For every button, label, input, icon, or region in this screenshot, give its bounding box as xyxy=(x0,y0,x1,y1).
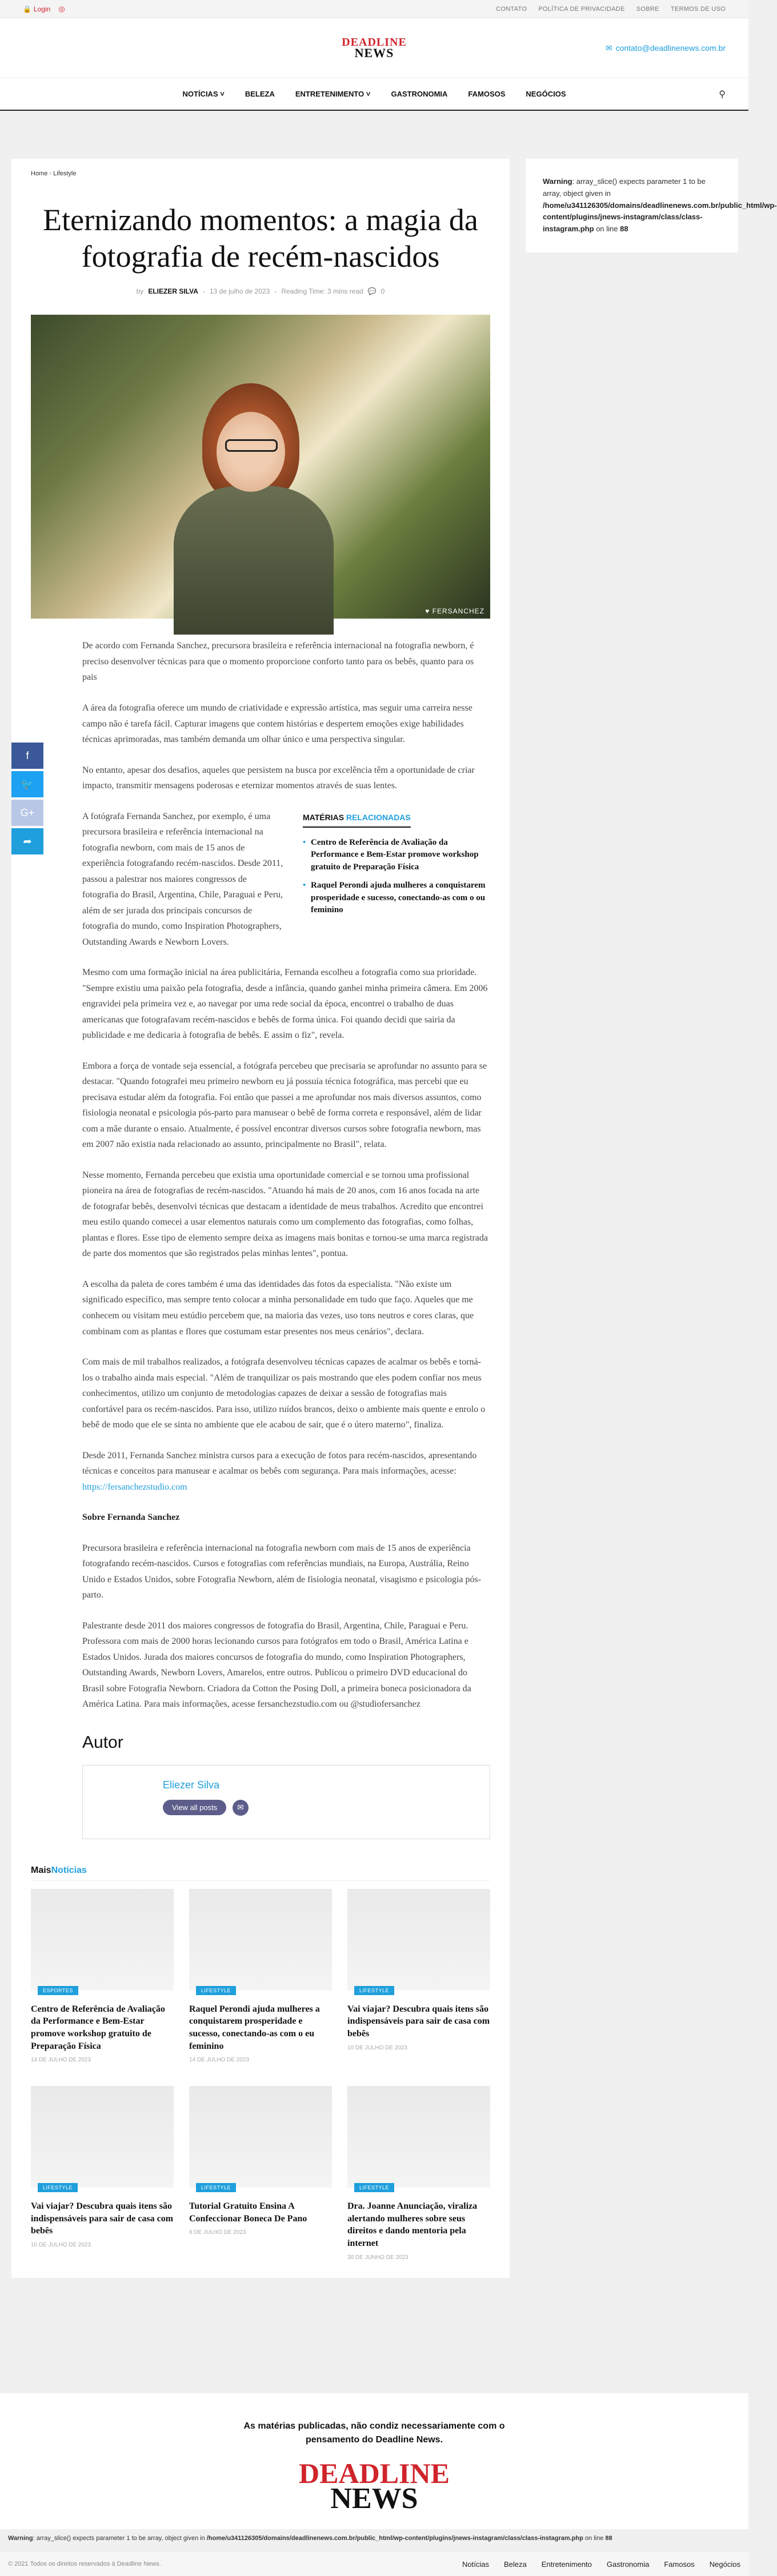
article-paragraph: No entanto, apesar dos desafios, aqueles que persistem na busca por excelência têm a oportunidade de criar impacto, transmitir mensagens poderosas e eternizar momentos através de suas lentes. xyxy=(82,765,475,791)
more-news-grid xyxy=(31,1889,490,2261)
breadcrumb: Home › Lifestyle xyxy=(31,170,77,177)
main-nav xyxy=(0,78,748,111)
article-body xyxy=(82,638,490,1712)
news-card[interactable] xyxy=(347,1889,490,2063)
topbar-link-termos[interactable]: TERMOS DE USO xyxy=(670,5,726,13)
article-paragraph: A escolha da paleta de cores também é uma das identidades das fotos da especialista. "Não existe um significado específico, mas sempre tento colocar a minha personalidade em tudo que faço. Aqueles que me conhecem ou visitam meu estúdio percebem que, na maioria das vezes, uso tons neutros e cores claras, que combinam com as plantas e flores que costumam estar presentes nos meus cenários", declara. xyxy=(82,1279,474,1337)
author-box xyxy=(82,1765,490,1839)
article-paragraph: A área da fotografia oferece um mundo de criatividade e expressão artística, mas seguir uma carreira nesse campo não é tarefa fácil. Capturar imagens que contem histórias e despertem emoções exige habilidades técnicas aprimoradas, mas também demanda um olhar único e uma perspectiva singular. xyxy=(82,703,472,745)
image-credit: ♥ FERSANCHEZ xyxy=(425,607,484,616)
breadcrumb-lifestyle[interactable]: Lifestyle xyxy=(53,170,77,177)
page-title: Eternizando momentos: a magia da fotografia de recém-nascidos xyxy=(43,203,478,274)
card-title[interactable]: Centro de Referência de Avaliação da Performance e Bem-Estar promove workshop gratuito de Preparação Física xyxy=(31,2004,165,2051)
nav-item-negocios[interactable]: NEGÓCIOS xyxy=(526,90,566,98)
share-icon[interactable]: ➦ xyxy=(11,828,43,854)
news-card[interactable] xyxy=(347,2086,490,2260)
card-date: 10 DE JULHO DE 2023 xyxy=(31,2241,91,2248)
card-thumbnail[interactable] xyxy=(189,2086,332,2191)
article-paragraph: Com mais de mil trabalhos realizados, a fotógrafa desenvolveu técnicas capazes de acalmar os bebês e torná-los o trabalho ainda mais especial. "Além de tranquilizar os pais mostrando que eles podem confiar nos meus conhecimentos, utilizo um conjunto de metodologias capazes de deixar a sessão de fotografias mais confortável para os recém-nascidos. Para isso, utilizo ruídos brancos, deixo o ambiente mais quente e enrolo o bebê de modo que ele se sinta no ambiente que ele acabou de sair, que é o útero materno", finaliza. xyxy=(82,1357,486,1430)
card-title[interactable]: Raquel Perondi ajuda mulheres a conquistarem prosperidade e sucesso, conectando-as com o eu feminino xyxy=(189,2004,320,2051)
site-header xyxy=(0,18,748,78)
bottom-bar xyxy=(0,2552,748,2576)
article-paragraph: A fotógrafa Fernanda Sanchez, por exemplo, é uma precursora brasileira e referência internacional na fotografia newborn, com mais de 15 anos de experiência fotografando recém-nascidos. Desde 2011, passou a palestrar nos maiores congressos de fotografia do Brasil, Argentina, Chile, Paraguai e Peru, além de ser jurada dos principais concursos de fotografia do mundo, como Inspiration Photographers, Outstanding Awards e Newborn Lovers. xyxy=(82,811,283,947)
chevron-down-icon: ˅ xyxy=(366,90,371,98)
card-title[interactable]: Vai viajar? Descubra quais itens são indispensáveis para sair de casa com bebês xyxy=(347,2004,490,2039)
footer-link[interactable]: Famosos xyxy=(664,2559,695,2569)
card-date: 14 DE JULHO DE 2023 xyxy=(189,2057,250,2064)
facebook-icon[interactable]: f xyxy=(11,743,43,769)
envelope-icon: ✉ xyxy=(605,43,612,53)
topbar-link-contato[interactable]: CONTATO xyxy=(496,5,527,13)
instagram-icon[interactable]: ◎ xyxy=(58,4,65,13)
about-paragraph: Palestrante desde 2011 dos maiores congressos de fotografia do Brasil, Argentina, Chile, Paraguai e Peru. Professora com mais de 2000 horas lecionando cursos para fotógrafos em todo o Brasil, América Latina e Estados Unidos. Jurada dos maiores concursos de fotografia do mundo, como Inspiration Photographers, Outstanding Awards, Newborn Lovers, Amarelos, entre outros. Publicou o primeiro DVD educacional do Brasil sobre Fotografia Newborn. Criadora da Cotton the Posing Doll, a primeira boneca posicionadora da América Latina. Para mais informações, acesse fersanchezstudio.com ou @studiofersanchez xyxy=(82,1620,471,1710)
reading-time: Reading Time: 3 mins read xyxy=(281,287,363,296)
nav-item-entretenimento[interactable]: ENTRETENIMENTO ˅ xyxy=(295,90,371,98)
footer-link[interactable]: Negócios xyxy=(709,2559,740,2569)
breadcrumb-home[interactable]: Home xyxy=(31,170,48,177)
lock-icon: 🔒 xyxy=(23,5,31,13)
card-date: 30 DE JUNHO DE 2023 xyxy=(347,2254,408,2261)
article-paragraph: Embora a força de vontade seja essencial, a fotógrafa percebeu que precisaria se aprofundar no assunto para se destacar. "Quando fotografei meu primeiro newborn eu já possuía técnica fotográfica, mas percebi que eu precisava estudar além da fotografia. Foi então que passei a me aprofundar nos mais diversos assuntos, como fisiologia neonatal e psicologia pós-parto para manusear o bebê de forma correta e responsável, além de lidar com a mãe durante o ensaio. Atualmente, é possível encontrar diversos cursos sobre fotografia newborn, mas em 2007 não existia nada relacionado ao assunto, principalmente no Brasil", relata. xyxy=(82,1061,487,1150)
top-bar xyxy=(0,0,748,18)
footer-link[interactable]: Notícias xyxy=(462,2559,489,2569)
footer-link[interactable]: Entretenimento xyxy=(541,2559,592,2569)
card-thumbnail[interactable] xyxy=(347,2086,490,2191)
topbar-link-privacidade[interactable]: POLÍTICA DE PRIVACIDADE xyxy=(538,5,625,13)
category-badge: LIFESTYLE xyxy=(196,1986,236,1995)
card-thumbnail[interactable] xyxy=(189,1889,332,1991)
card-thumbnail[interactable] xyxy=(31,1889,174,1991)
news-card[interactable] xyxy=(31,2086,174,2260)
news-card[interactable] xyxy=(189,1889,332,2063)
share-bar xyxy=(11,743,43,857)
related-articles xyxy=(303,809,490,923)
article-paragraph: Nesse momento, Fernanda percebeu que existia uma oportunidade comercial e se tornou uma profissional pioneira na área de fotografias de recém-nascidos. "Atuando há mais de 20 anos, com 16 anos focada na arte de fotografar bebês, desenvolvi técnicas que destacam a identidade de meus trabalhos. Acredito que encontrei meu estilo quando comecei a usar elementos naturais como um complemento das fotografias, como folhas, plantas e flores. Esse tipo de elemento sempre deixa as imagens mais bonitas e tornou-se uma marca registrada de parte dos momentos que são registrados pelas minhas lentes", pontua. xyxy=(82,1170,488,1259)
footer-link[interactable]: Beleza xyxy=(503,2559,527,2569)
category-badge: LIFESTYLE xyxy=(354,2183,394,2192)
hero-image xyxy=(31,315,490,619)
author-heading: Autor xyxy=(82,1732,123,1752)
search-icon[interactable]: ⚲ xyxy=(719,89,726,99)
card-date: 10 DE JULHO DE 2023 xyxy=(347,2044,408,2051)
card-thumbnail[interactable] xyxy=(347,1889,490,1991)
copyright: © 2021 Todos os direitos reservados à Deadline News. xyxy=(8,2561,161,2567)
author-link[interactable]: ELIEZER SILVA xyxy=(148,287,198,296)
card-title[interactable]: Dra. Joanne Anunciação, viraliza alertando mulheres sobre seus direitos e dando mentoria pela internet xyxy=(347,2201,478,2248)
footer-logo[interactable]: DEADLINE NEWS xyxy=(299,2457,450,2515)
contact-email-link[interactable]: ✉ contato@deadlinenews.com.br xyxy=(605,43,726,53)
twitter-icon[interactable]: 🐦 xyxy=(11,771,43,797)
site-logo[interactable]: DEADLINE NEWS xyxy=(342,36,407,61)
view-all-posts-button[interactable]: View all posts xyxy=(163,1800,226,1815)
related-item[interactable]: • Raquel Perondi ajuda mulheres a conquistarem prosperidade e sucesso, conectando-as com o ou feminino xyxy=(303,880,490,917)
publish-date: 13 de julho de 2023 xyxy=(209,287,270,296)
related-title: MATÉRIAS RELACIONADAS xyxy=(303,810,411,828)
google-plus-icon[interactable]: G+ xyxy=(11,800,43,826)
article-container xyxy=(11,159,510,2278)
comment-icon[interactable]: 💬 xyxy=(367,287,377,296)
news-card[interactable] xyxy=(31,1889,174,2063)
card-date: 6 DE JULHO DE 2023 xyxy=(189,2229,246,2236)
news-card[interactable] xyxy=(189,2086,332,2260)
nav-item-noticias[interactable]: NOTÍCIAS ˅ xyxy=(182,90,225,98)
category-badge: ESPORTES xyxy=(38,1986,78,1995)
comment-count[interactable]: 0 xyxy=(381,287,385,296)
article-paragraph: Mesmo com uma formação inicial na área publicitária, Fernanda escolheu a fotografia como sua prioridade. "Sempre existiu uma paixão pela fotografia, desde a infância, quando ganhei minha primeira câmera. Em 2006 engravidei pela primeira vez e, ao navegar por uma rede social da época, encontrei o trabalho de duas americanas que fotografavam recém-nascidos e bebês de forma única. Foi quando decidi que sairia da publicidade e me dedicaria à fotografia de bebês. E assim o fiz", revela. xyxy=(82,968,488,1041)
related-item[interactable]: • Centro de Referência de Avaliação da Performance e Bem-Estar promove workshop gratuito de Preparação Física xyxy=(303,837,490,874)
nav-item-beleza[interactable]: BELEZA xyxy=(245,90,275,98)
article-paragraph: Desde 2011, Fernanda Sanchez ministra cursos para a execução de fotos para recém-nascidos, apresentando técnicas e conceitos para manusear e acalmar os bebês com segurança. Para mais informações, acesse: https://fersanchezstudio.com xyxy=(82,1450,477,1492)
category-badge: LIFESTYLE xyxy=(38,2183,78,2192)
category-badge: LIFESTYLE xyxy=(196,2183,236,2192)
sidebar-widget: Warning: array_slice() expects parameter 1 to be array, object given in /home/u341126305/domains/deadlinenews.com.br/public_html/wp-content/plugins/jnews-instagram/class/class-instagram.php on line 88 xyxy=(526,159,738,252)
footer-disclaimer: As matérias publicadas, não condiz necessariamente com o pensamento do Deadline News. xyxy=(243,2421,505,2445)
author-name-link[interactable]: Eliezer Silva xyxy=(163,1779,220,1791)
about-paragraph: Precursora brasileira e referência internacional na fotografia newborn com mais de 15 anos de experiência fotografando recém-nascidos. Cursos e fotografias com referências mundiais, na Europa, Austrália, Reino Unido e Estados Unidos, sobre Fotografia Newborn, além de fisiologia neonatal, visagismo e psicologia pós-parto. xyxy=(82,1543,482,1600)
login-link[interactable]: 🔒 Login xyxy=(23,5,51,13)
php-warning: Warning: array_slice() expects parameter 1 to be array, object given in /home/u341126305/domains/deadlinenews.com.br/public_html/wp-content/plugins/jnews-instagram/class/class-instagram.php on line 88 xyxy=(0,2529,748,2552)
studio-link[interactable]: https://fersanchezstudio.com xyxy=(82,1482,187,1492)
footer-link[interactable]: Gastronomia xyxy=(606,2559,650,2569)
email-icon[interactable]: ✉ xyxy=(233,1800,249,1816)
card-title[interactable]: Vai viajar? Descubra quais itens são indispensáveis para sair de casa com bebês xyxy=(31,2201,174,2236)
about-heading: Sobre Fernanda Sanchez xyxy=(82,1512,180,1523)
card-title[interactable]: Tutorial Gratuito Ensina A Confeccionar Boneca De Pano xyxy=(189,2201,307,2224)
topbar-link-sobre[interactable]: SOBRE xyxy=(636,5,659,13)
card-thumbnail[interactable] xyxy=(31,2086,174,2191)
more-news-heading: MaisNotícias xyxy=(31,1865,490,1881)
article-meta: by ELIEZER SILVA - 13 de julho de 2023 - Reading Time: 3 mins read 💬 0 xyxy=(136,287,385,296)
nav-item-famosos[interactable]: FAMOSOS xyxy=(468,90,506,98)
category-badge: LIFESTYLE xyxy=(354,1986,394,1995)
card-date: 14 DE JULHO DE 2023 xyxy=(31,2057,91,2064)
chevron-down-icon: ˅ xyxy=(220,90,225,98)
article-paragraph: De acordo com Fernanda Sanchez, precursora brasileira e referência internacional na fotografia newborn, é preciso desenvolver técnicas para que o momento proporcione conforto tanto para os bebês, quanto para os pais xyxy=(82,641,474,683)
nav-item-gastronomia[interactable]: GASTRONOMIA xyxy=(391,90,448,98)
